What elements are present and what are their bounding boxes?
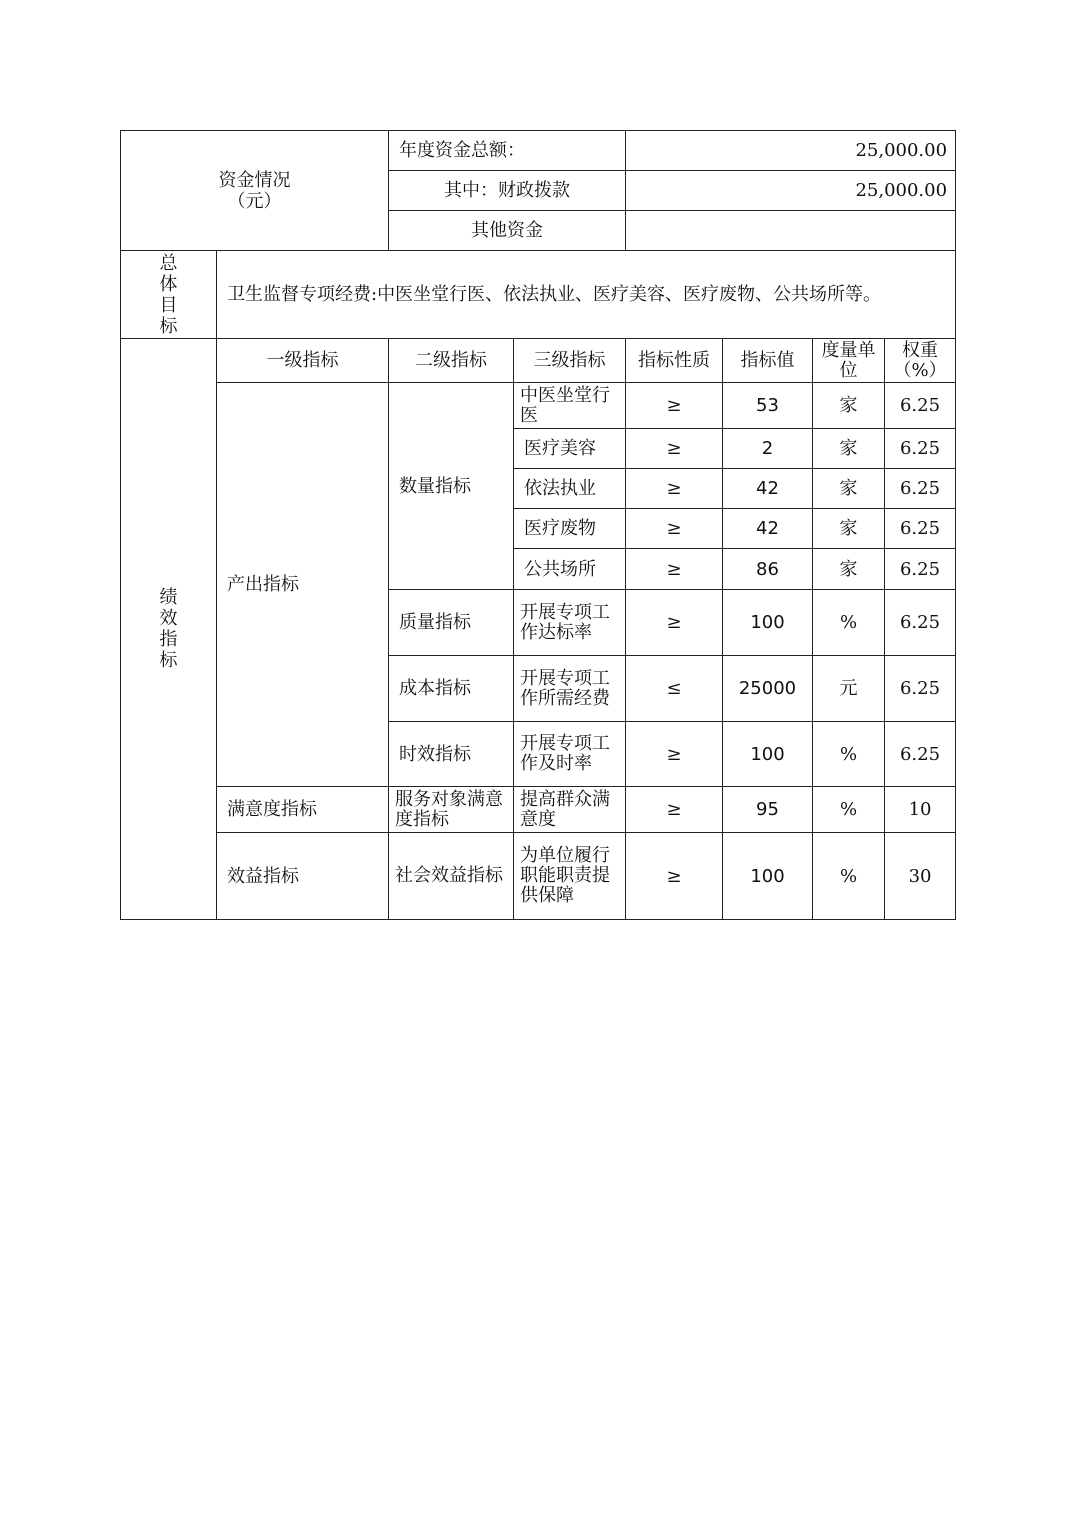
level1-output: 产出指标 bbox=[217, 383, 389, 787]
level2-social-benefit: 社会效益指标 bbox=[389, 833, 514, 920]
nature-cell: ≤ bbox=[626, 656, 723, 722]
header-level2: 二级指标 bbox=[389, 339, 514, 383]
weight-cell: 6.25 bbox=[885, 549, 956, 590]
weight-cell: 6.25 bbox=[885, 469, 956, 509]
funding-other-value bbox=[626, 211, 956, 251]
value-cell: 86 bbox=[723, 549, 813, 590]
nature-cell: ≥ bbox=[626, 590, 723, 656]
level1-satisfaction: 满意度指标 bbox=[217, 787, 389, 833]
unit-cell: % bbox=[813, 787, 885, 833]
level3-cell: 为单位履行职能职责提供保障 bbox=[514, 833, 626, 920]
goal-text: 卫生监督专项经费:中医坐堂行医、依法执业、医疗美容、医疗废物、公共场所等。 bbox=[217, 251, 956, 339]
nature-cell: ≥ bbox=[626, 833, 723, 920]
funding-label-line1: 资金情况 bbox=[218, 169, 291, 191]
indicator-header-row bbox=[121, 339, 956, 383]
value-cell: 100 bbox=[723, 722, 813, 787]
unit-cell: % bbox=[813, 722, 885, 787]
nature-cell: ≥ bbox=[626, 429, 723, 469]
unit-cell: 家 bbox=[813, 469, 885, 509]
header-value: 指标值 bbox=[723, 339, 813, 383]
value-cell: 100 bbox=[723, 833, 813, 920]
level3-cell: 中医坐堂行医 bbox=[514, 383, 626, 429]
header-weight: 权重（%） bbox=[885, 339, 956, 383]
level3-cell: 依法执业 bbox=[514, 469, 626, 509]
header-level1: 一级指标 bbox=[217, 339, 389, 383]
funding-total-label: 年度资金总额： bbox=[389, 131, 626, 171]
value-cell: 25000 bbox=[723, 656, 813, 722]
unit-cell: 家 bbox=[813, 509, 885, 549]
value-cell: 53 bbox=[723, 383, 813, 429]
level1-benefit: 效益指标 bbox=[217, 833, 389, 920]
weight-cell: 6.25 bbox=[885, 509, 956, 549]
nature-cell: ≥ bbox=[626, 469, 723, 509]
value-cell: 100 bbox=[723, 590, 813, 656]
performance-target-form bbox=[120, 130, 956, 920]
funding-label-line2: （元） bbox=[227, 190, 282, 212]
nature-cell: ≥ bbox=[626, 787, 723, 833]
funding-fiscal-value: 25,000.00 bbox=[626, 171, 956, 211]
header-unit: 度量单位 bbox=[813, 339, 885, 383]
weight-cell: 6.25 bbox=[885, 590, 956, 656]
form-table bbox=[120, 130, 956, 920]
level3-cell: 医疗美容 bbox=[514, 429, 626, 469]
header-level3: 三级指标 bbox=[514, 339, 626, 383]
table-row bbox=[121, 787, 956, 833]
nature-cell: ≥ bbox=[626, 722, 723, 787]
unit-cell: % bbox=[813, 833, 885, 920]
value-cell: 2 bbox=[723, 429, 813, 469]
level3-cell: 开展专项工作达标率 bbox=[514, 590, 626, 656]
unit-cell: 家 bbox=[813, 383, 885, 429]
weight-cell: 6.25 bbox=[885, 656, 956, 722]
level3-cell: 公共场所 bbox=[514, 549, 626, 590]
level3-cell: 开展专项工作及时率 bbox=[514, 722, 626, 787]
level2-quantity: 数量指标 bbox=[389, 383, 514, 590]
weight-cell: 30 bbox=[885, 833, 956, 920]
value-cell: 95 bbox=[723, 787, 813, 833]
value-cell: 42 bbox=[723, 509, 813, 549]
nature-cell: ≥ bbox=[626, 383, 723, 429]
header-nature: 指标性质 bbox=[626, 339, 723, 383]
nature-cell: ≥ bbox=[626, 549, 723, 590]
weight-cell: 6.25 bbox=[885, 722, 956, 787]
weight-cell: 10 bbox=[885, 787, 956, 833]
unit-cell: 家 bbox=[813, 549, 885, 590]
weight-cell: 6.25 bbox=[885, 429, 956, 469]
table-row bbox=[121, 833, 956, 920]
level3-cell: 开展专项工作所需经费 bbox=[514, 656, 626, 722]
unit-cell: 元 bbox=[813, 656, 885, 722]
unit-cell: % bbox=[813, 590, 885, 656]
funding-fiscal-label: 其中：财政拨款 bbox=[389, 171, 626, 211]
level3-cell: 医疗废物 bbox=[514, 509, 626, 549]
table-row bbox=[121, 383, 956, 429]
level2-timeliness: 时效指标 bbox=[389, 722, 514, 787]
level2-cost: 成本指标 bbox=[389, 656, 514, 722]
funding-row-total bbox=[121, 131, 956, 171]
level2-quality: 质量指标 bbox=[389, 590, 514, 656]
level3-cell: 提高群众满意度 bbox=[514, 787, 626, 833]
nature-cell: ≥ bbox=[626, 509, 723, 549]
unit-cell: 家 bbox=[813, 429, 885, 469]
funding-label-cell bbox=[121, 131, 389, 251]
funding-other-label: 其他资金 bbox=[389, 211, 626, 251]
value-cell: 42 bbox=[723, 469, 813, 509]
weight-cell: 6.25 bbox=[885, 383, 956, 429]
goal-label: 总体目标 bbox=[121, 251, 217, 339]
funding-total-value: 25,000.00 bbox=[626, 131, 956, 171]
level2-service-satisfaction: 服务对象满意度指标 bbox=[389, 787, 514, 833]
performance-label: 绩效指标 bbox=[121, 339, 217, 920]
goal-row bbox=[121, 251, 956, 339]
